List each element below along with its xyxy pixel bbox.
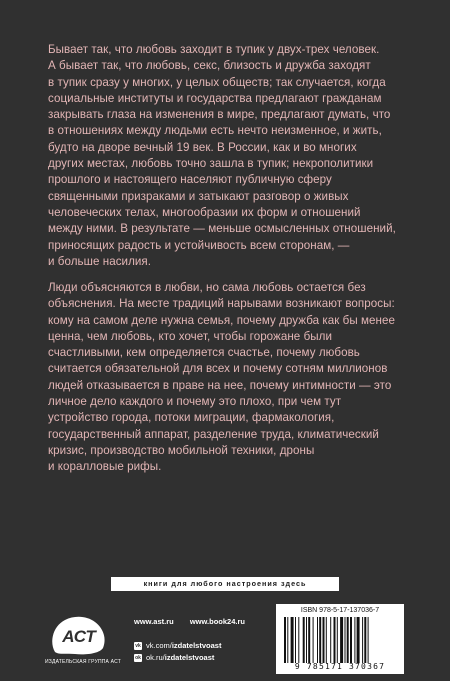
publisher-websites	[134, 617, 259, 626]
barcode-bar	[298, 617, 299, 663]
social-prefix: ok.ru/	[146, 653, 165, 662]
text-line: ценна, чем любовь, кто хочет, чтобы горожане были	[48, 329, 332, 343]
barcode-bar	[317, 617, 318, 663]
blurb-paragraph-2	[48, 280, 404, 476]
barcode-bar	[357, 617, 360, 663]
text-line: людей отказывается в праве на нее, почему интимности — это	[48, 378, 392, 392]
text-line: в отношениях между людьми есть нечто неизменное, и жить,	[48, 124, 382, 138]
text-line: объяснения. На месте традиций нарывами возникают вопросы:	[48, 297, 395, 311]
barcode-bar	[303, 617, 305, 663]
isbn-barcode-block	[276, 604, 404, 674]
text-line: между ними. В результате — меньше осмысленных отношений,	[48, 222, 396, 236]
barcode-bar	[354, 617, 355, 663]
text-line: Бывает так, что любовь заходит в тупик у двух-трех человек.	[48, 43, 380, 56]
vk-icon: vk	[135, 642, 141, 649]
text-line: кому на самом деле нужна семья, почему дружба как бы менее	[48, 313, 395, 327]
barcode-bar	[364, 617, 366, 663]
barcode-bar	[368, 617, 369, 663]
logo-mark-text: АСТ	[62, 627, 96, 646]
barcode-bar	[330, 617, 331, 663]
text-line: личное дело каждого и почему это плохо, при чем тут	[48, 395, 342, 409]
barcode-bar	[323, 617, 325, 663]
barcode-bar	[306, 617, 307, 663]
text-line: человеческих телах, многообразии их форм и отношений	[48, 205, 361, 219]
text-line: устройство города, потоки миграции, фармакология,	[48, 411, 335, 425]
text-line: закрывать глаза на изменения в мире, предлагают думать, что	[48, 108, 391, 122]
barcode-bar	[295, 617, 296, 663]
barcode-bar	[319, 617, 321, 663]
barcode-bar	[337, 617, 338, 663]
blurb-paragraph-1	[48, 42, 404, 270]
website-link-ast[interactable]: www.ast.ru	[134, 617, 174, 626]
barcode-bar	[362, 617, 363, 663]
barcode-digits: 9 785171 370367	[294, 662, 386, 671]
isbn-number: ISBN 978-5-17-137036-7	[300, 607, 380, 614]
social-handle: izdatelstvoast	[164, 653, 215, 662]
text-line: и коралловые рифы.	[48, 460, 162, 474]
social-handle: izdatelstvoast	[171, 641, 222, 650]
text-line: социальные институты и государства предлагают гражданам	[48, 91, 382, 105]
text-line: в тупик сразу у многих, у целых обществ; так случается, когда	[48, 75, 386, 89]
text-line: приносящих радость и устойчивость всем сторонам, —	[48, 238, 350, 252]
text-line: кризис, производство мобильной техники, дроны	[48, 443, 315, 457]
text-line: считается обязательной для всех и почему сотням миллионов	[48, 362, 388, 376]
publisher-caption: ИЗДАТЕЛЬСКАЯ ГРУППА АСТ	[45, 659, 121, 665]
website-link-book24[interactable]: www.book24.ru	[189, 617, 245, 626]
barcode-bar	[284, 617, 286, 663]
social-prefix: vk.com/	[146, 641, 172, 650]
social-link-ok[interactable]	[134, 653, 274, 662]
ok-icon: ok	[135, 654, 141, 661]
barcode-bar	[350, 617, 352, 663]
barcode-bar	[313, 617, 314, 663]
barcode-bar	[326, 617, 327, 663]
text-line: прошлого и настоящего населяют публичную сферу	[48, 173, 332, 187]
text-line: и больше насилия.	[48, 254, 152, 268]
barcode-bar	[334, 617, 336, 663]
publisher-logo	[45, 612, 121, 670]
text-line: будто на дворе вечный 19 век. В России, как и во многих	[48, 140, 357, 154]
text-line: А бывает так, что любовь, секс, близость и дружба заходят	[48, 59, 371, 73]
barcode-bar	[291, 617, 294, 663]
barcode-icon	[284, 617, 396, 663]
text-line: священными призраками и затыкают разговор о живых	[48, 189, 349, 203]
text-line: государственный аппарат, разделение труда, климатический	[48, 427, 379, 441]
barcode-bar	[287, 617, 288, 663]
barcode-bar	[345, 617, 346, 663]
text-line: счастливыми, кем определяется счастье, почему любовь	[48, 346, 360, 360]
ast-logo-icon	[45, 612, 113, 656]
barcode-bar	[347, 617, 349, 663]
barcode-bar	[340, 617, 343, 663]
barcode-bar	[308, 617, 310, 663]
text-line: других местах, любовь точно зашла в тупик; некрополитики	[48, 157, 374, 171]
text-line: Люди объясняются в любви, но сама любовь остается без	[48, 281, 366, 294]
social-link-vk[interactable]	[134, 641, 274, 650]
tagline-banner: книги для любого настроения здесь	[111, 577, 339, 591]
